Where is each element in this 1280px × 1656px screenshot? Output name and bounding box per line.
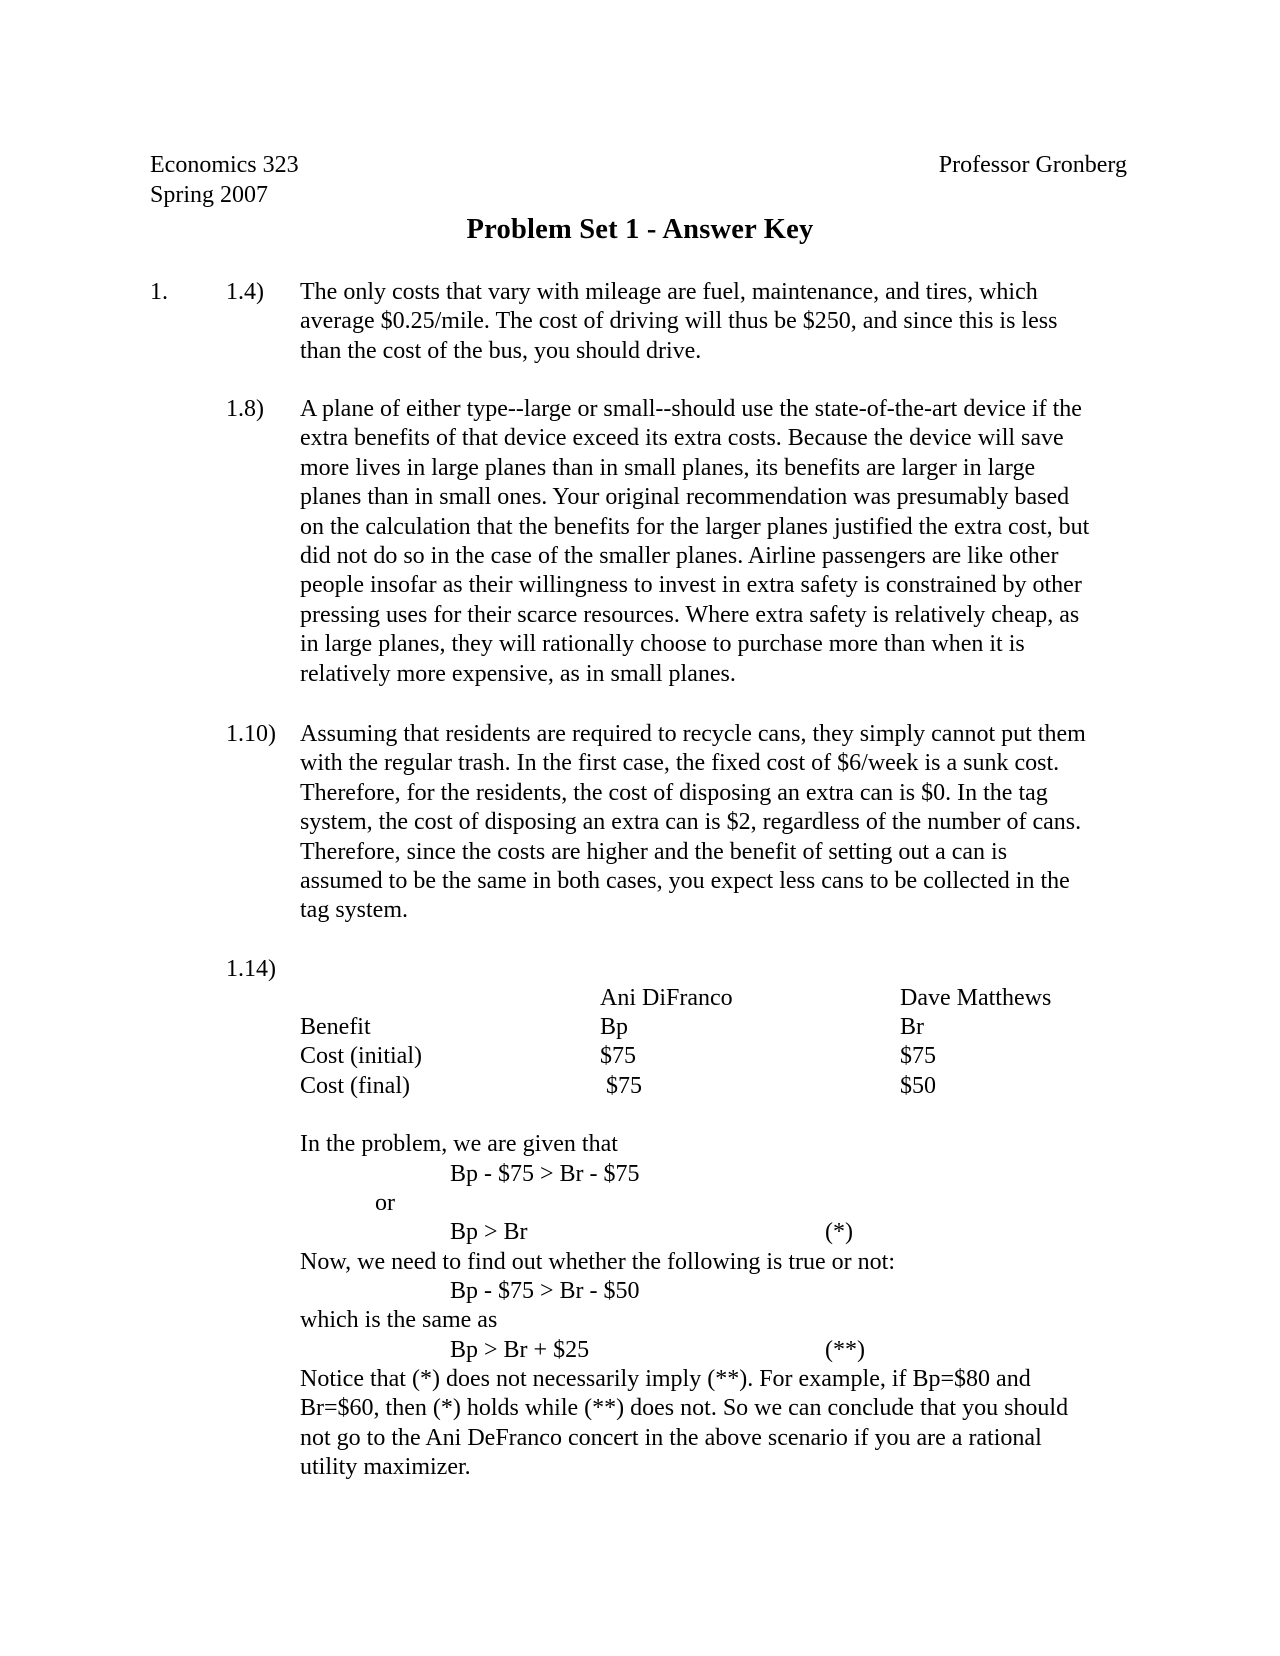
table-row-label: Cost (initial) — [300, 1043, 422, 1069]
table-header-ani: Ani DiFranco — [600, 985, 733, 1011]
text-line: average $0.25/mile. The cost of driving will thus be $250, and since this is less — [300, 308, 1058, 335]
text-line: extra benefits of that device exceed its extra costs. Because the device will save — [300, 425, 1064, 452]
equation-3: Bp - $75 > Br - $50 — [450, 1278, 640, 1304]
text-line: A plane of either type--large or small--should use the state-of-the-art device if the — [300, 396, 1082, 422]
text-line: utility maximizer. — [300, 1454, 471, 1481]
answer-label-1-4: 1.4) — [226, 279, 264, 305]
answer-label-1-14: 1.14) — [226, 956, 276, 982]
text-line: system, the cost of disposing an extra can is $2, regardless of the number of cans. — [300, 809, 1082, 836]
professor-name: Professor Gronberg — [938, 152, 1127, 178]
answer-text-1-8 — [300, 395, 1160, 689]
term: Spring 2007 — [150, 182, 269, 208]
text-line: people insofar as their willingness to invest in extra safety is constrained by other — [300, 572, 1082, 599]
table-cell: $50 — [900, 1073, 936, 1099]
answer-label-1-10: 1.10) — [226, 721, 276, 747]
table-header-dave: Dave Matthews — [900, 985, 1052, 1011]
table-cell: $75 — [600, 1043, 636, 1069]
text-line: planes than in small ones. Your original recommendation was presumably based — [300, 484, 1070, 511]
question-number: 1. — [150, 279, 168, 305]
text-line: Therefore, since the costs are higher and the benefit of setting out a can is — [300, 838, 1008, 865]
table-row-label: Cost (final) — [300, 1073, 410, 1099]
text-line: on the calculation that the benefits for the larger planes justified the extra cost, but — [300, 513, 1090, 540]
text-line: Assuming that residents are required to recycle cans, they simply cannot put them — [300, 721, 1086, 747]
course-name: Economics 323 — [150, 152, 299, 178]
text-line: Br=$60, then (*) holds while (**) does not. So we can conclude that you should — [300, 1395, 1069, 1422]
equation-2: Bp > Br — [450, 1219, 528, 1245]
answer-text-1-4 — [300, 278, 1160, 366]
equation-4: Bp > Br + $25 — [450, 1337, 590, 1363]
text-line: than the cost of the bus, you should drive. — [300, 337, 702, 364]
table-cell: $75 — [900, 1043, 936, 1069]
text-line: assumed to be the same in both cases, you expect less cans to be collected in the — [300, 868, 1070, 895]
or-connector: or — [375, 1190, 395, 1216]
table-cell: Br — [900, 1014, 924, 1040]
conclusion-paragraph — [300, 1365, 1160, 1483]
table-cell: Bp — [600, 1014, 629, 1040]
text-line: pressing uses for their scarce resources. Where extra safety is relatively cheap, as — [300, 601, 1080, 628]
text-line: did not do so in the case of the smaller planes. Airline passengers are like other — [300, 543, 1059, 570]
answer-text-1-10 — [300, 720, 1160, 926]
derivation-intro: In the problem, we are given that — [300, 1131, 618, 1157]
answer-label-1-8: 1.8) — [226, 396, 264, 422]
table-row-label: Benefit — [300, 1014, 371, 1040]
text-line: relatively more expensive, as in small planes. — [300, 660, 736, 687]
text-line: not go to the Ani DeFranco concert in the above scenario if you are a rational — [300, 1424, 1042, 1451]
table-cell: $75 — [600, 1073, 642, 1099]
text-line: Notice that (*) does not necessarily imply (**). For example, if Bp=$80 and — [300, 1366, 1031, 1392]
derivation-now: Now, we need to find out whether the following is true or not: — [300, 1249, 895, 1275]
text-line: more lives in large planes than in small planes, its benefits are larger in large — [300, 454, 1036, 481]
derivation-same-as: which is the same as — [300, 1307, 498, 1333]
equation-2-tag: (*) — [825, 1219, 853, 1245]
text-line: tag system. — [300, 897, 408, 924]
equation-1: Bp - $75 > Br - $75 — [450, 1161, 640, 1187]
text-line: Therefore, for the residents, the cost of disposing an extra can is $0. In the tag — [300, 779, 1048, 806]
text-line: The only costs that vary with mileage are fuel, maintenance, and tires, which — [300, 279, 1038, 305]
text-line: with the regular trash. In the first case, the fixed cost of $6/week is a sunk cost. — [300, 750, 1060, 777]
equation-4-tag: (**) — [825, 1337, 865, 1363]
page-title: Problem Set 1 - Answer Key — [466, 214, 814, 245]
text-line: in large planes, they will rationally choose to purchase more than when it is — [300, 631, 1025, 658]
